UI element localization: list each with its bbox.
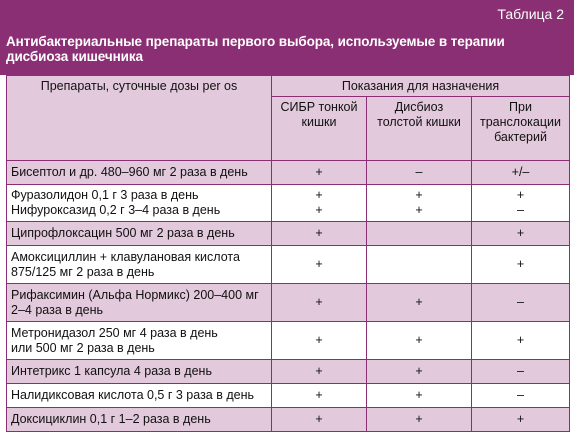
drug-column-header: Препараты, суточные дозы per os	[7, 76, 272, 161]
translocation-mark-cell	[472, 222, 570, 246]
indication-mark: +	[415, 295, 423, 309]
table-row	[7, 222, 570, 246]
sibo-mark-cell	[272, 360, 367, 384]
indication-mark: +	[315, 333, 323, 347]
colon-mark-cell	[367, 161, 472, 185]
table-row	[7, 322, 570, 360]
table-body	[7, 161, 570, 432]
indication-mark: +	[315, 203, 323, 217]
drug-cell	[7, 185, 272, 222]
indication-mark: –	[517, 388, 524, 402]
indication-mark: +	[315, 388, 323, 402]
indication-mark: +	[315, 364, 323, 378]
table-row	[7, 161, 570, 185]
table-row	[7, 384, 570, 408]
indication-mark: +	[415, 388, 423, 402]
indication-mark: –	[517, 203, 524, 217]
drug-cell	[7, 222, 272, 246]
sibo-mark-cell	[272, 246, 367, 284]
colon-mark-cell	[367, 185, 472, 222]
drug-line: Интетрикс 1 капсула 4 раза в день	[11, 364, 212, 378]
drug-line: Амоксициллин + клавулановая кислота	[11, 249, 240, 264]
table-header-band	[0, 0, 574, 75]
indication-mark: +	[415, 333, 423, 347]
indication-mark: +	[415, 188, 423, 202]
indication-mark: +	[415, 364, 423, 378]
drug-line: Налидиксовая кислота 0,5 г 3 раза в день	[11, 388, 254, 402]
drug-line: Фуразолидон 0,1 г 3 раза в день	[11, 188, 199, 202]
translocation-mark-cell	[472, 284, 570, 322]
indication-mark: +	[315, 188, 323, 202]
table-row	[7, 284, 570, 322]
sibo-mark-cell	[272, 161, 367, 185]
translocation-mark-cell	[472, 161, 570, 185]
drug-cell	[7, 322, 272, 360]
colon-mark-cell	[367, 384, 472, 408]
colon-mark-cell	[367, 360, 472, 384]
indication-mark: +	[315, 257, 323, 271]
antibacterial-table	[6, 75, 570, 432]
indication-mark: +	[516, 226, 525, 240]
translocation-mark-cell	[472, 185, 570, 222]
table-row	[7, 360, 570, 384]
sibo-mark-cell	[272, 284, 367, 322]
table-row	[7, 185, 570, 222]
subheader-translocation: При транслокации бактерий	[472, 97, 570, 161]
subheader-colon-dysbiosis: Дисбиоз толстой кишки	[367, 97, 472, 161]
drug-line: Ципрофлоксацин 500 мг 2 раза в день	[11, 226, 235, 240]
subheader-sibo: СИБР тонкой кишки	[272, 97, 367, 161]
indication-mark: –	[517, 295, 524, 309]
indication-mark: +	[315, 412, 323, 426]
indication-mark: +	[415, 412, 423, 426]
drug-cell	[7, 284, 272, 322]
indication-mark: –	[415, 165, 423, 179]
drug-line: 875/125 мг 2 раза в день	[11, 264, 155, 279]
indication-mark: +	[315, 165, 323, 179]
drug-line: Нифуроксазид 0,2 г 3–4 раза в день	[11, 203, 221, 217]
translocation-mark-cell	[472, 360, 570, 384]
sibo-mark-cell	[272, 185, 367, 222]
table-number: Таблица 2	[497, 6, 564, 22]
translocation-mark-cell	[472, 246, 570, 284]
sibo-mark-cell	[272, 384, 367, 408]
colon-mark-cell	[367, 322, 472, 360]
drug-line: или 500 мг 2 раза в день	[11, 340, 155, 355]
indication-mark: +	[415, 203, 423, 217]
indication-mark: +	[315, 295, 323, 309]
drug-line: Метронидазол 250 мг 4 раза в день	[11, 325, 218, 340]
indications-header: Показания для назначения	[272, 76, 570, 97]
sibo-mark-cell	[272, 222, 367, 246]
drug-cell	[7, 246, 272, 284]
sibo-mark-cell	[272, 322, 367, 360]
drug-cell	[7, 161, 272, 185]
table-title: Антибактериальные препараты первого выбора, используемые в терапии дисбиоза кишечника	[6, 34, 505, 64]
indication-mark: +	[516, 188, 525, 202]
drug-line: Доксициклин 0,1 г 1–2 раза в день	[11, 412, 211, 426]
drug-cell	[7, 360, 272, 384]
indication-mark: –	[517, 364, 524, 378]
translocation-mark-cell	[472, 322, 570, 360]
drug-line: 2–4 раза в день	[11, 302, 104, 317]
indication-mark: +	[516, 333, 525, 347]
drug-line: Рифаксимин (Альфа Нормикс) 200–400 мг	[11, 287, 259, 302]
colon-mark-cell	[367, 246, 472, 284]
indication-mark: +	[516, 257, 525, 271]
colon-mark-cell	[367, 222, 472, 246]
table-row	[7, 246, 570, 284]
drug-line: Бисептол и др. 480–960 мг 2 раза в день	[11, 165, 248, 179]
drug-cell	[7, 384, 272, 408]
indication-mark: +/–	[511, 165, 530, 179]
colon-mark-cell	[367, 284, 472, 322]
indication-mark: +	[516, 412, 525, 426]
translocation-mark-cell	[472, 384, 570, 408]
indication-mark: +	[315, 226, 323, 240]
